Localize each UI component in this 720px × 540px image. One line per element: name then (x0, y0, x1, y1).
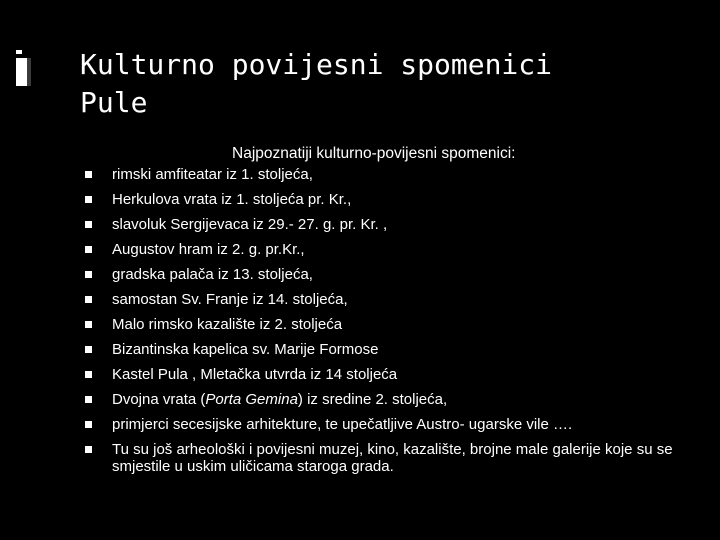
slide-title (80, 46, 680, 122)
list-item-text: gradska palača iz 13. stoljeća, (112, 266, 313, 283)
square-bullet-icon (85, 421, 92, 428)
list-item-text: Malo rimsko kazalište iz 2. stoljeća (112, 316, 343, 333)
list-item-text: Herkulova vrata iz 1. stoljeća pr. Kr., (112, 191, 352, 208)
list-item-text: Kastel Pula , Mletačka utvrda iz 14 stoljeća (112, 366, 398, 383)
list-item (85, 166, 705, 183)
list-item (85, 366, 705, 383)
list-item (85, 416, 705, 433)
square-bullet-icon (85, 296, 92, 303)
square-bullet-icon (85, 171, 92, 178)
square-bullet-icon (85, 396, 92, 403)
square-bullet-icon (85, 271, 92, 278)
list-item-text (112, 391, 705, 408)
list-item-text-part: ) iz sredine 2. stoljeća, (297, 391, 448, 408)
list-item (85, 266, 705, 283)
accent-bar-block (16, 58, 27, 86)
list-item (85, 441, 705, 475)
list-item-text: rimski amfiteatar iz 1. stoljeća, (112, 166, 313, 183)
list-item (85, 341, 705, 358)
square-bullet-icon (85, 246, 92, 253)
accent-bar-small (16, 50, 22, 54)
list-item-text: Tu su još arheološki i povijesni muzej, kino, kazalište, brojne male galerije koje su se smjestile u uskim uličicama staroga grada. (112, 441, 673, 475)
accent-bar-shadow (27, 58, 31, 86)
list-item-text: Bizantinska kapelica sv. Marije Formose (112, 341, 379, 358)
title-line-1: Kulturno povijesni spomenici (80, 48, 553, 81)
list-item-text-italic: Porta Gemina (205, 391, 298, 408)
list-item (85, 241, 705, 258)
square-bullet-icon (85, 446, 92, 453)
list-item (85, 216, 705, 233)
list-item-text: slavoluk Sergijevaca iz 29.- 27. g. pr. Kr. , (112, 216, 388, 233)
list-item (85, 291, 705, 308)
square-bullet-icon (85, 371, 92, 378)
title-line-2: Pule (80, 86, 148, 119)
list-item-text: samostan Sv. Franje iz 14. stoljeća, (112, 291, 348, 308)
slide-subtitle: Najpoznatiji kulturno-povijesni spomenici: (232, 145, 516, 162)
bullet-list (85, 166, 705, 475)
square-bullet-icon (85, 221, 92, 228)
list-item-text: Augustov hram iz 2. g. pr.Kr., (112, 241, 305, 258)
list-item (85, 391, 705, 408)
square-bullet-icon (85, 321, 92, 328)
list-item-text: primjerci secesijske arhitekture, te upečatljive Austro- ugarske vile …. (112, 416, 573, 433)
list-item (85, 191, 705, 208)
square-bullet-icon (85, 346, 92, 353)
list-item (85, 316, 705, 333)
square-bullet-icon (85, 196, 92, 203)
list-item-text-part: Dvojna vrata ( (112, 391, 206, 408)
